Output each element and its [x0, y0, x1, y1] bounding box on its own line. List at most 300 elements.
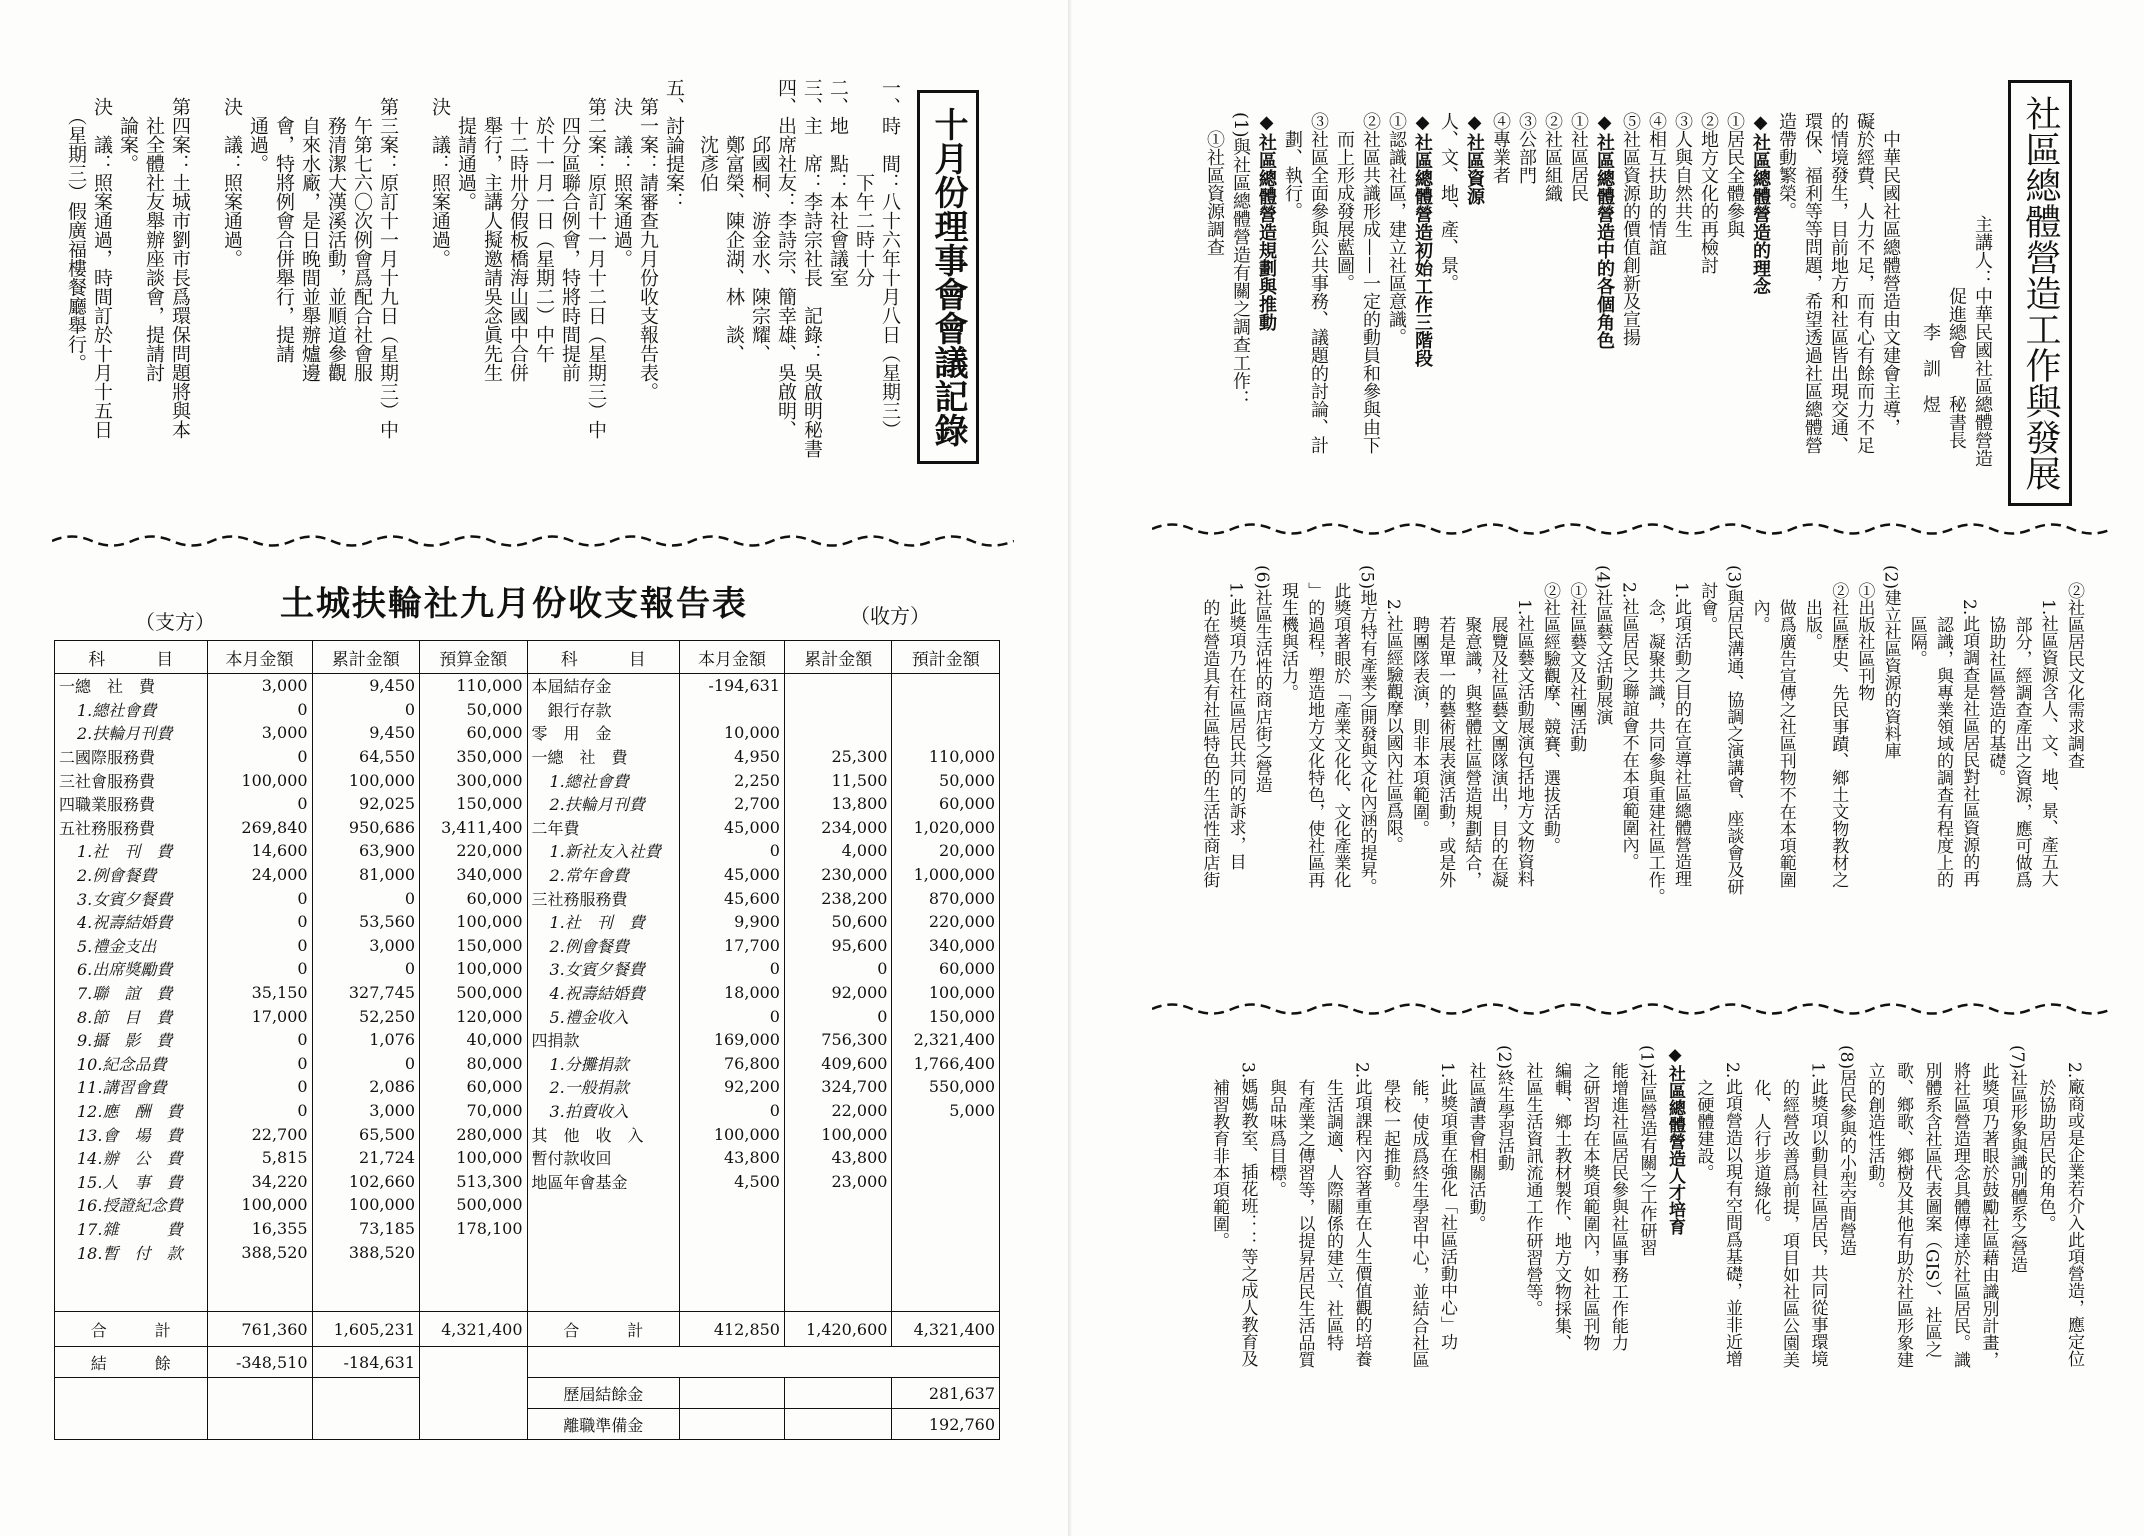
table-row	[55, 1193, 1000, 1217]
amount-cell: 11,500	[784, 768, 891, 792]
header-cell: 本月金額	[679, 641, 784, 674]
table-row	[55, 1240, 1000, 1264]
amount-cell	[892, 698, 1000, 722]
total-row	[55, 1312, 1000, 1347]
amount-cell	[892, 1217, 1000, 1241]
amount-cell: 3,000	[312, 1099, 419, 1123]
amount-cell: 9,450	[312, 721, 419, 745]
article-text: 討會。	[1697, 565, 1718, 633]
item-name-cell: 3.拍賣收入	[527, 1099, 679, 1123]
article-text: 礙於經費、人力不足，而有心有餘而力不足	[1854, 112, 1875, 454]
amount-cell: 25,300	[784, 745, 891, 769]
case-text: 社全體社友舉辦座談會，提請討	[143, 78, 165, 382]
item-name-cell: 二國際服務費	[55, 745, 208, 769]
article-text: 之硬體建設。	[1693, 1045, 1714, 1181]
amount-cell: 10,000	[679, 721, 784, 745]
table-row	[55, 745, 1000, 769]
finance-table	[54, 640, 1000, 1440]
item-name-cell: 10.紀念品費	[55, 1052, 208, 1076]
article-text: 1.此獎項以動員社區居民，共同從事環境	[1807, 1045, 1828, 1368]
item-name-cell: 11.講習會費	[55, 1075, 208, 1099]
article-text: 於協助居民的角色。	[2035, 1045, 2056, 1232]
article-text: 化、人行步道綠化。	[1750, 1045, 1771, 1232]
table-row	[55, 768, 1000, 792]
meeting-attendees: 沈彥伯	[697, 78, 719, 192]
amount-cell: 43,800	[784, 1146, 891, 1170]
case-text: 於十一月一日（星期二）中午	[533, 78, 555, 363]
article-text: (6)社區生活性的商店街之營造	[1251, 565, 1272, 794]
amount-cell: 350,000	[420, 745, 527, 769]
amount-cell: 3,411,400	[420, 816, 527, 840]
total-cell: 1,420,600	[784, 1312, 891, 1347]
item-name-cell: 6.出席獎勵費	[55, 957, 208, 981]
amount-cell: 327,745	[312, 981, 419, 1005]
amount-cell: 2,700	[679, 792, 784, 816]
amount-cell: 3,000	[207, 721, 312, 745]
article-text: 內。	[1749, 565, 1770, 633]
article-text: ⑤社區資源的價值創新及宣揚	[1620, 112, 1641, 346]
amount-cell: 80,000	[420, 1052, 527, 1076]
article-text: (2)終生學習活動	[1494, 1045, 1514, 1172]
amount-cell: 500,000	[420, 981, 527, 1005]
amount-cell: 0	[207, 1099, 312, 1123]
amount-cell: 0	[679, 839, 784, 863]
section-heading: ◆社區總體營造初始工作三階段	[1412, 112, 1433, 367]
amount-cell	[679, 1217, 784, 1241]
article-text: 若是單一的藝術展表演活動，或是外	[1435, 565, 1456, 888]
amount-cell: 100,000	[420, 910, 527, 934]
amount-cell: 230,000	[784, 863, 891, 887]
article-text: ①認識社區，建立社區意識。	[1386, 112, 1407, 346]
article-text: ③社區全面參與公共事務、議題的討論、計	[1308, 112, 1329, 454]
amount-cell: 18,000	[679, 981, 784, 1005]
article-text: (8)居民參與的小型空間營造	[1836, 1045, 1856, 1257]
article-text: 有產業之傳習等，以提昇居民生活品質	[1294, 1045, 1315, 1368]
table-row	[55, 1287, 1000, 1311]
divider-ornament	[1152, 520, 2112, 538]
case-text: 決 議：照案通過，時間訂於十月十五日	[91, 78, 113, 439]
amount-cell	[679, 698, 784, 722]
total-cell: 1,605,231	[312, 1312, 419, 1347]
divider-ornament	[1152, 1000, 2112, 1018]
item-name-cell: 9.攝 影 費	[55, 1028, 208, 1052]
amount-cell: 220,000	[420, 839, 527, 863]
amount-cell: 300,000	[420, 768, 527, 792]
item-name-cell: 暫付款收回	[527, 1146, 679, 1170]
article-text: 的經營改善爲前提，項目如社區公園美	[1779, 1045, 1799, 1368]
amount-cell	[892, 1240, 1000, 1264]
amount-cell: 95,600	[784, 934, 891, 958]
amount-cell: 0	[207, 1075, 312, 1099]
amount-cell: 388,520	[207, 1240, 312, 1264]
total-cell: 4,321,400	[420, 1312, 527, 1347]
table-row	[55, 863, 1000, 887]
article-text: ②社區共識形成——一定的動員和參與由下	[1360, 112, 1381, 454]
expense-side-label: （支方）	[135, 610, 215, 634]
amount-cell: 0	[312, 1052, 419, 1076]
article-text: 社區讀書會相關活動。	[1465, 1045, 1486, 1232]
article-text: 聘團隊表演，則非本項範圍。	[1409, 565, 1429, 837]
article-title: 社區總體營造工作與發展	[2008, 80, 2072, 506]
case-text: 自來水廠，是日晚間並舉辦爐邊	[299, 78, 321, 382]
amount-cell: 2,086	[312, 1075, 419, 1099]
table-row	[55, 1217, 1000, 1241]
amount-cell: 110,000	[892, 745, 1000, 769]
amount-cell	[892, 721, 1000, 745]
article-text: 生活調適、人際關係的建立、社區特	[1323, 1045, 1343, 1351]
amount-cell: 21,724	[312, 1146, 419, 1170]
amount-cell: 92,200	[679, 1075, 784, 1099]
amount-cell: 60,000	[892, 957, 1000, 981]
article-text: ①社區藝文及社團活動	[1566, 565, 1587, 752]
speaker: 主講人：中華民國社區總體營造	[1972, 215, 1993, 467]
article-text: ②社區居民文化需求調查	[2064, 565, 2084, 769]
table-row	[55, 1169, 1000, 1193]
amount-cell: 63,900	[312, 839, 419, 863]
article-text: 2.社區居民之聯誼會不在本項範圍內。	[1618, 565, 1639, 871]
article-text: ②社區經驗觀摩、競賽、選拔活動。	[1540, 565, 1560, 854]
article-text: 出版。	[1802, 565, 1822, 650]
amount-cell: 60,000	[420, 1075, 527, 1099]
amount-cell: 550,000	[892, 1075, 1000, 1099]
article-text: 將社區營造理念具體傳達於社區居民。識	[1950, 1045, 1970, 1368]
amount-cell: 4,950	[679, 745, 784, 769]
item-name-cell: 2.扶輪月刊費	[55, 721, 208, 745]
article-text: 1.此獎項重在強化「社區活動中心」功	[1437, 1045, 1457, 1351]
amount-cell: 870,000	[892, 886, 1000, 910]
table-row	[55, 1146, 1000, 1170]
item-name-cell	[527, 1193, 679, 1217]
article-text: 此獎項著眼於「產業文化化、文化產業化	[1330, 565, 1351, 888]
table-row	[55, 934, 1000, 958]
item-name-cell: 1.社 刊 費	[55, 839, 208, 863]
amount-cell: 100,000	[207, 1193, 312, 1217]
balance-row	[55, 1347, 1000, 1378]
amount-cell: 14,600	[207, 839, 312, 863]
amount-cell: 4,000	[784, 839, 891, 863]
table-row	[55, 1004, 1000, 1028]
amount-cell: 0	[207, 957, 312, 981]
table-row	[55, 957, 1000, 981]
amount-cell: 0	[207, 934, 312, 958]
amount-cell: 64,550	[312, 745, 419, 769]
retire-fund-label: 離職準備金	[527, 1409, 679, 1440]
article-text: 聚意識，與整體社區營造規劃結合，	[1461, 565, 1482, 888]
amount-cell: 1,076	[312, 1028, 419, 1052]
item-name-cell: 3.女賓夕餐費	[527, 957, 679, 981]
retire-fund-value: 192,760	[892, 1409, 1000, 1440]
section-heading: ◆社區總體營造規劃與推動	[1256, 112, 1277, 331]
article-text: 能增進社區居民參與社區事務工作能力	[1608, 1045, 1628, 1351]
item-name-cell: 16.授證紀念費	[55, 1193, 208, 1217]
amount-cell: 0	[207, 910, 312, 934]
speaker: 促進總會 秘書長	[1946, 215, 1967, 449]
header-cell: 本月金額	[207, 641, 312, 674]
amount-cell: 756,300	[784, 1028, 891, 1052]
meeting-time-cont: 下午二時十分	[853, 78, 875, 287]
table-row	[55, 674, 1000, 698]
amount-cell: 34,220	[207, 1169, 312, 1193]
item-name-cell: 2.例會餐費	[55, 863, 208, 887]
table-row	[55, 816, 1000, 840]
amount-cell	[679, 1240, 784, 1264]
item-name-cell: 7.聯 誼 費	[55, 981, 208, 1005]
amount-cell: 2,250	[679, 768, 784, 792]
amount-cell: 9,900	[679, 910, 784, 934]
amount-cell	[420, 1240, 527, 1264]
item-name-cell: 其 他 收 入	[527, 1122, 679, 1146]
report-title: 土城扶輪社九月份收支報告表	[280, 584, 748, 624]
amount-cell	[892, 1169, 1000, 1193]
section-heading: ◆社區總體營造中的各個角色	[1594, 112, 1615, 349]
amount-cell: 92,000	[784, 981, 891, 1005]
amount-cell: 1,000,000	[892, 863, 1000, 887]
table-row	[55, 1052, 1000, 1076]
header-cell: 預計金額	[892, 641, 1000, 674]
amount-cell: 0	[207, 698, 312, 722]
amount-cell: 70,000	[420, 1099, 527, 1123]
article-text: 能，使成爲終生學習中心，並結合社區	[1408, 1045, 1429, 1368]
item-name-cell: 5.禮金支出	[55, 934, 208, 958]
item-name-cell: 8.節 目 費	[55, 1004, 208, 1028]
total-cell: 4,321,400	[892, 1312, 1000, 1347]
amount-cell: 45,000	[679, 863, 784, 887]
case-text: 四分區聯合例會，特將時間提前	[559, 78, 581, 382]
item-name-cell: 五社務服務費	[55, 816, 208, 840]
article-text: 造帶動繁榮。	[1776, 112, 1797, 220]
article-text: 展覽及社區藝文團隊演出，目的在凝	[1487, 565, 1508, 888]
amount-cell: 340,000	[892, 934, 1000, 958]
article-text: ②社區組織	[1542, 112, 1563, 202]
table-row	[55, 981, 1000, 1005]
balance-cell: -184,631	[312, 1347, 419, 1378]
amount-cell	[892, 1122, 1000, 1146]
amount-cell: 24,000	[207, 863, 312, 887]
item-name-cell: 4.祝壽結婚費	[527, 981, 679, 1005]
article-text: ②地方文化的再檢討	[1698, 112, 1719, 274]
case-text: 提請通過。	[455, 78, 477, 211]
article-text: 1.此獎項乃在社區居民共同的訴求，目	[1225, 565, 1246, 871]
amount-cell: 43,800	[679, 1146, 784, 1170]
item-name-cell: 17.雜 費	[55, 1217, 208, 1241]
article-text: 中華民國社區總體營造由文建會主導，	[1880, 112, 1901, 436]
amount-cell: 220,000	[892, 910, 1000, 934]
article-text: 社區生活資訊流通工作研習營等。	[1522, 1045, 1543, 1317]
article-text: 而上形成發展藍圖。	[1334, 112, 1355, 292]
amount-cell: 169,000	[679, 1028, 784, 1052]
amount-cell: 0	[207, 792, 312, 816]
article-text: 歌、鄉歌、鄉樹及其他有助於社區形象建	[1893, 1045, 1913, 1368]
item-name-cell	[527, 1217, 679, 1241]
balance-cell: -348,510	[207, 1347, 312, 1378]
amount-cell: 40,000	[420, 1028, 527, 1052]
meeting-chair: 三、主 席：李詩宗社長 記錄：吳啟明秘書	[801, 78, 823, 458]
case-text: 論案。	[117, 78, 139, 173]
case-text: 舉行，主講人擬邀請吳念眞先生	[481, 78, 503, 382]
amount-cell: 1,766,400	[892, 1052, 1000, 1076]
article-text: ④專業者	[1490, 112, 1511, 184]
amount-cell: 60,000	[420, 886, 527, 910]
amount-cell: 150,000	[892, 1004, 1000, 1028]
article-text: 的在營造具有社區特色的生活性商店街	[1199, 565, 1220, 888]
item-name-cell: 一總 社 費	[527, 745, 679, 769]
amount-cell: 0	[207, 1052, 312, 1076]
header-cell: 累計金額	[784, 641, 891, 674]
article-text: 2.此項營造以現有空間爲基礎，並非近增	[1722, 1045, 1742, 1368]
item-name-cell: 2.一般捐款	[527, 1075, 679, 1099]
article-text: ③公部門	[1516, 112, 1537, 184]
amount-cell: 22,700	[207, 1122, 312, 1146]
amount-cell	[679, 1193, 784, 1217]
item-name-cell: 14.辦 公 費	[55, 1146, 208, 1170]
item-name-cell: 18.暫 付 款	[55, 1240, 208, 1264]
article-text: 學校一起推動。	[1380, 1045, 1400, 1198]
total-cell: 412,850	[679, 1312, 784, 1347]
header-cell: 累計金額	[312, 641, 419, 674]
article-text: 環保、福利等等問題，希望透過社區總體營	[1802, 112, 1823, 454]
section-heading: ◆社區資源	[1464, 112, 1485, 205]
article-text: 人、文、地、產、景。	[1438, 112, 1459, 292]
article-text: 2.此項調查是社區居民對社區資源的再	[1959, 565, 1980, 888]
article-text: 2.社區經驗觀摩以國內社區爲限。	[1382, 565, 1403, 854]
amount-cell: 17,000	[207, 1004, 312, 1028]
case-text: 第四案：土城市劉市長爲環保問題將與本	[169, 78, 191, 439]
amount-cell: 0	[679, 957, 784, 981]
article-text: (2)建立社區資源的資料庫	[1880, 565, 1901, 760]
amount-cell: 388,520	[312, 1240, 419, 1264]
amount-cell: 17,700	[679, 934, 784, 958]
amount-cell: 120,000	[420, 1004, 527, 1028]
article-text: (3)與居民溝通、協調之演講會、座談會及研	[1723, 565, 1744, 896]
amount-cell: 100,000	[420, 957, 527, 981]
amount-cell: 60,000	[892, 792, 1000, 816]
table-row	[55, 1075, 1000, 1099]
article-text: 與品味爲目標。	[1266, 1045, 1286, 1198]
amount-cell: 280,000	[420, 1122, 527, 1146]
amount-cell: 92,025	[312, 792, 419, 816]
amount-cell: 0	[207, 886, 312, 910]
table-row	[55, 1264, 1000, 1288]
article-text: 立的創造性活動。	[1864, 1045, 1885, 1198]
meeting-place: 二、地 點：本社會議室	[827, 78, 849, 287]
amount-cell: 100,000	[420, 1146, 527, 1170]
amount-cell: 500,000	[420, 1193, 527, 1217]
case-text: 通過。	[247, 78, 269, 173]
section-heading: ◆社區總體營造的理念	[1750, 112, 1771, 295]
article-text: (4)社區藝文活動展演	[1592, 565, 1613, 726]
article-text: 區隔。	[1906, 565, 1927, 667]
amount-cell	[784, 721, 891, 745]
amount-cell: 0	[207, 745, 312, 769]
meeting-attendees: 四、出席社友：李詩宗、簡幸雄、吳啟明、	[775, 78, 797, 439]
amount-cell: 81,000	[312, 863, 419, 887]
table-row	[55, 721, 1000, 745]
case-text: （星期三）假廣福樓餐廳舉行。	[65, 78, 87, 373]
amount-cell: 340,000	[420, 863, 527, 887]
amount-cell: 1,020,000	[892, 816, 1000, 840]
amount-cell: 513,300	[420, 1169, 527, 1193]
header-cell: 預算金額	[420, 641, 527, 674]
table-row	[55, 886, 1000, 910]
amount-cell: 13,800	[784, 792, 891, 816]
amount-cell: 76,800	[679, 1052, 784, 1076]
table-row	[55, 1099, 1000, 1123]
amount-cell: 100,000	[312, 1193, 419, 1217]
header-cell: 科 目	[55, 641, 208, 674]
item-name-cell: 4.祝壽結婚費	[55, 910, 208, 934]
amount-cell: 234,000	[784, 816, 891, 840]
amount-cell: 2,321,400	[892, 1028, 1000, 1052]
section-heading: ◆社區總體營造人才培育	[1665, 1045, 1685, 1235]
amount-cell: 3,000	[312, 934, 419, 958]
item-name-cell: 2.常年會費	[527, 863, 679, 887]
article-text: 1.社區藝文活動展演包括地方文物資料	[1513, 565, 1534, 888]
amount-cell: 35,150	[207, 981, 312, 1005]
balance-label: 結 餘	[55, 1347, 208, 1378]
past-balance-value: 281,637	[892, 1378, 1000, 1409]
case-text: 第三案：原訂十一月十九日（星期三）中	[377, 78, 399, 439]
amount-cell: 100,000	[784, 1122, 891, 1146]
table-row	[55, 792, 1000, 816]
amount-cell: 324,700	[784, 1075, 891, 1099]
amount-cell: 73,185	[312, 1217, 419, 1241]
meeting-agenda: 五、討論提案：	[663, 78, 685, 211]
article-text: 此獎項乃著眼於鼓勵社區藉由識別計畫，	[1978, 1045, 1999, 1368]
article-text: 補習教育非本項範圍。	[1209, 1045, 1229, 1249]
amount-cell: 0	[679, 1099, 784, 1123]
amount-cell: 23,000	[784, 1169, 891, 1193]
case-text: 第二案：原訂十一月十二日（星期三）中	[585, 78, 607, 439]
amount-cell: 950,686	[312, 816, 419, 840]
total-label: 合 計	[527, 1312, 679, 1347]
table-header-row	[55, 641, 1000, 674]
table-row	[55, 910, 1000, 934]
article-text: 之研習均在本獎項範圍內，如社區刊物	[1579, 1045, 1600, 1351]
amount-cell: 0	[312, 886, 419, 910]
right-page	[1072, 0, 2144, 1536]
item-name-cell: 銀行存款	[527, 698, 679, 722]
meeting-time: 一、時 間：八十六年十月八日（星期三）	[879, 78, 901, 439]
article-text: 1.此項活動之目的在宣導社區總體營造理	[1671, 565, 1691, 888]
article-text: 」的過程，塑造地方文化特色，使社區再	[1304, 565, 1325, 888]
article-text: ①出版社區刊物	[1854, 565, 1875, 701]
article-text: ①居民全體參與	[1724, 112, 1745, 238]
case-text: 第一案：請審查九月份收支報告表。	[637, 78, 659, 401]
amount-cell: 45,000	[679, 816, 784, 840]
item-name-cell: 一總 社 費	[55, 674, 208, 698]
amount-cell: 150,000	[420, 792, 527, 816]
amount-cell: 238,200	[784, 886, 891, 910]
item-name-cell: 地區年會基金	[527, 1169, 679, 1193]
amount-cell: 100,000	[679, 1122, 784, 1146]
amount-cell: 100,000	[892, 981, 1000, 1005]
item-name-cell: 1.總社會費	[55, 698, 208, 722]
item-name-cell: 二年費	[527, 816, 679, 840]
amount-cell: 150,000	[420, 934, 527, 958]
item-name-cell: 1.社 刊 費	[527, 910, 679, 934]
amount-cell: 22,000	[784, 1099, 891, 1123]
case-text: 決 議：照案通過。	[221, 78, 243, 268]
article-text: 劃、執行。	[1282, 112, 1303, 220]
amount-cell: 45,600	[679, 886, 784, 910]
table-row	[55, 698, 1000, 722]
amount-cell: 0	[207, 1028, 312, 1052]
item-name-cell: 2.例會餐費	[527, 934, 679, 958]
article-text: 2.廠商或是企業若介入此項營造，應定位	[2064, 1045, 2084, 1368]
case-text: 午第七六〇次例會爲配合社會服	[351, 78, 373, 382]
amount-cell: 100,000	[207, 768, 312, 792]
item-name-cell: 5.禮金收入	[527, 1004, 679, 1028]
